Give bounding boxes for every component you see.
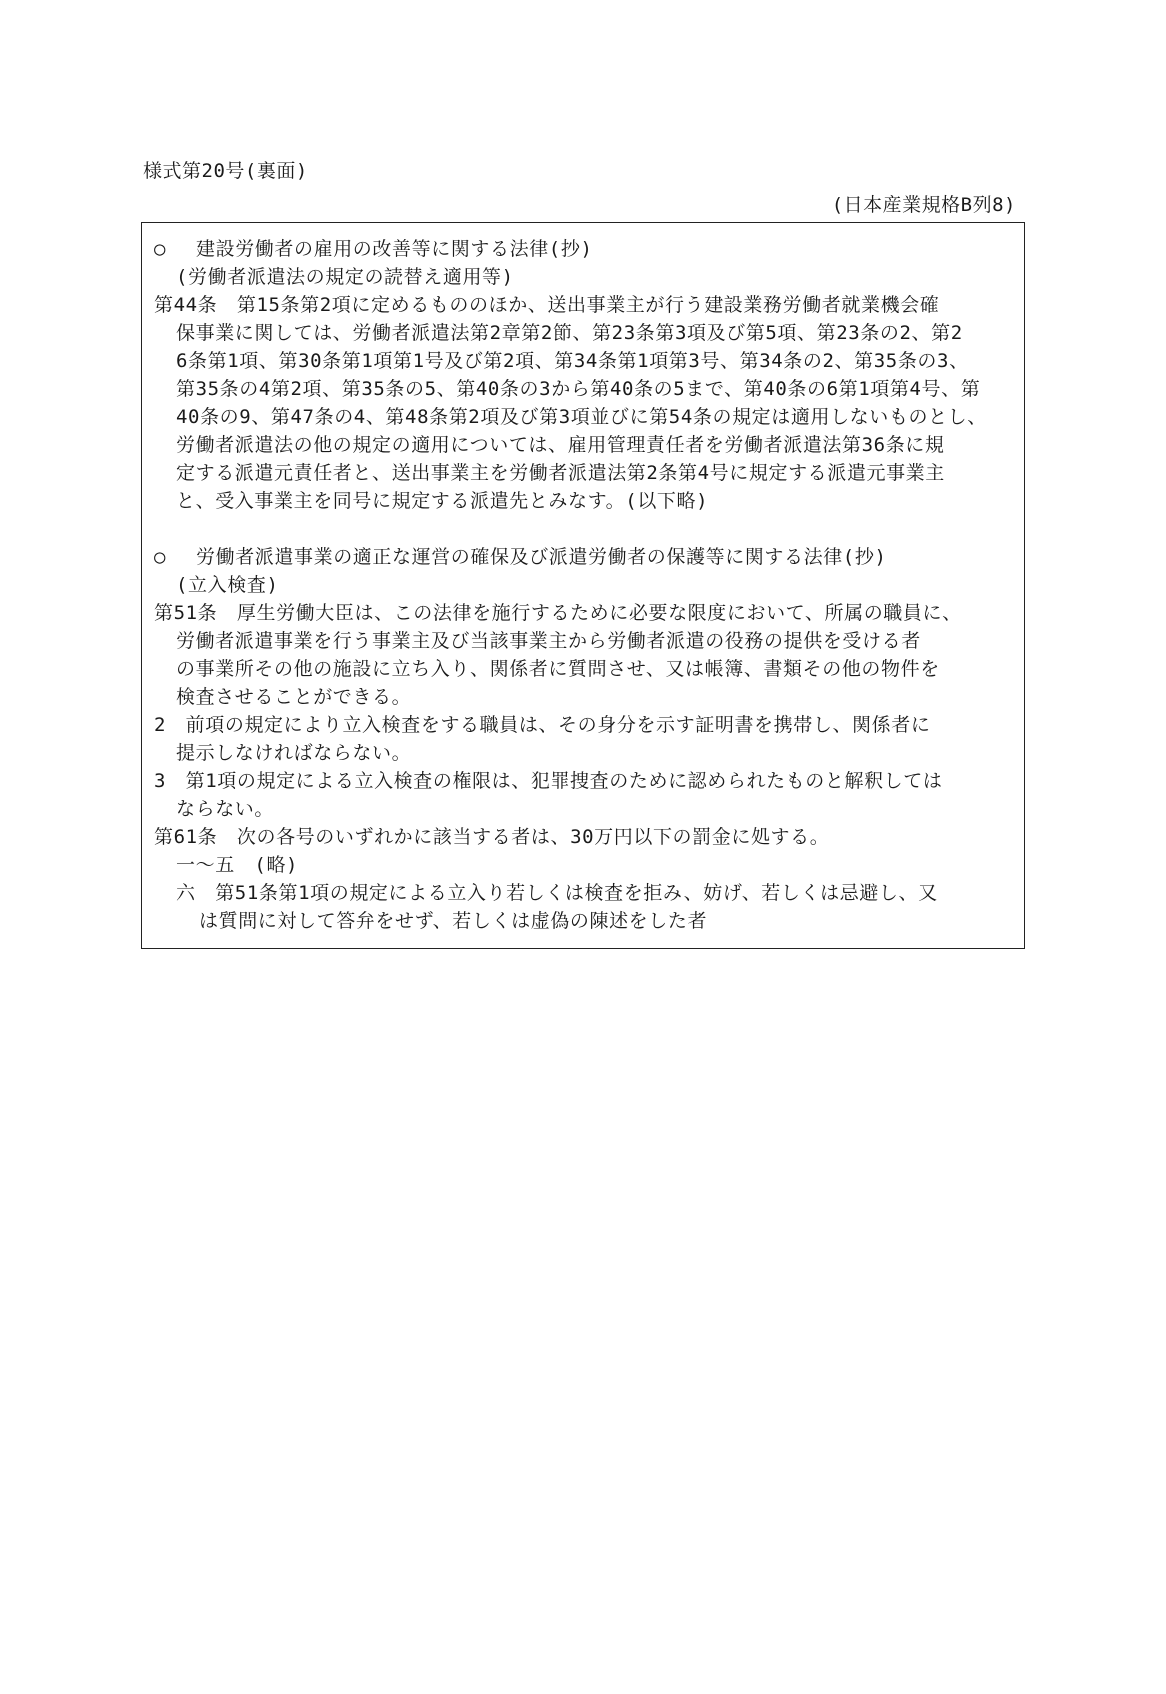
law-text-line: 6条第1項、第30条第1項第1号及び第2項、第34条第1項第3号、第34条の2、第35条の3、 [176,350,969,372]
law-excerpt-box [141,222,1025,949]
paper-size-note: (日本産業規格B列8) [831,194,1016,216]
law-text-line: 2 前項の規定により立入検査をする職員は、その身分を示す証明書を携帯し、関係者に [154,714,931,736]
law-text-line: 40条の9、第47条の4、第48条第2項及び第3項並びに第54条の規定は適用しないものとし、 [176,406,987,428]
law-text-line: 一～五 (略) [176,854,299,876]
law-text-line: 労働者派遣法の他の規定の適用については、雇用管理責任者を労働者派遣法第36条に規 [176,434,945,456]
law-text-line: 保事業に関しては、労働者派遣法第2章第2節、第23条第3項及び第5項、第23条の2、第2 [176,322,963,344]
form-number: 様式第20号(裏面) [143,160,308,182]
law-text-line: (労働者派遣法の規定の読替え適用等) [176,266,514,288]
law-text-line: 第44条 第15条第2項に定めるもののほか、送出事業主が行う建設業務労働者就業機会確 [154,294,940,316]
law-section-heading [154,235,1014,263]
law-text-line: 第51条 厚生労働大臣は、この法律を施行するために必要な限度において、所属の職員に、 [154,602,962,624]
law-text-line: 六 第51条第1項の規定による立入り若しくは検査を拒み、妨げ、若しくは忌避し、又 [176,882,938,904]
law-text-line: (立入検査) [176,574,279,596]
law-text-line: 定する派遣元責任者と、送出事業主を労働者派遣法第2条第4号に規定する派遣元事業主 [176,462,945,484]
circle-bullet-icon: ○ [154,238,167,260]
law-text-line: の事業所その他の施設に立ち入り、関係者に質問させ、又は帳簿、書類その他の物件を [176,658,940,680]
circle-bullet-icon: ○ [154,546,167,568]
law-title: 建設労働者の雇用の改善等に関する法律(抄) [196,238,593,260]
law-text-line: は質問に対して答弁をせず、若しくは虚偽の陳述をした者 [199,910,708,932]
law-text-line: 第35条の4第2項、第35条の5、第40条の3から第40条の5まで、第40条の6第1項第4号、第 [176,378,981,400]
law-text-line: 検査させることができる。 [176,686,412,708]
law-section-heading [154,543,1014,571]
law-text-line: 労働者派遣事業を行う事業主及び当該事業主から労働者派遣の役務の提供を受ける者 [176,630,921,652]
law-text-line: ならない。 [176,798,275,820]
law-text-line: 3 第1項の規定による立入検査の権限は、犯罪捜査のために認められたものと解釈しては [154,770,943,792]
law-text-line: 提示しなければならない。 [176,742,412,764]
law-text-line: 第61条 次の各号のいずれかに該当する者は、30万円以下の罰金に処する。 [154,826,830,848]
law-title: 労働者派遣事業の適正な運営の確保及び派遣労働者の保護等に関する法律(抄) [196,546,887,568]
law-text-line: と、受入事業主を同号に規定する派遣先とみなす。(以下略) [176,490,709,512]
section-spacer [154,515,1014,543]
